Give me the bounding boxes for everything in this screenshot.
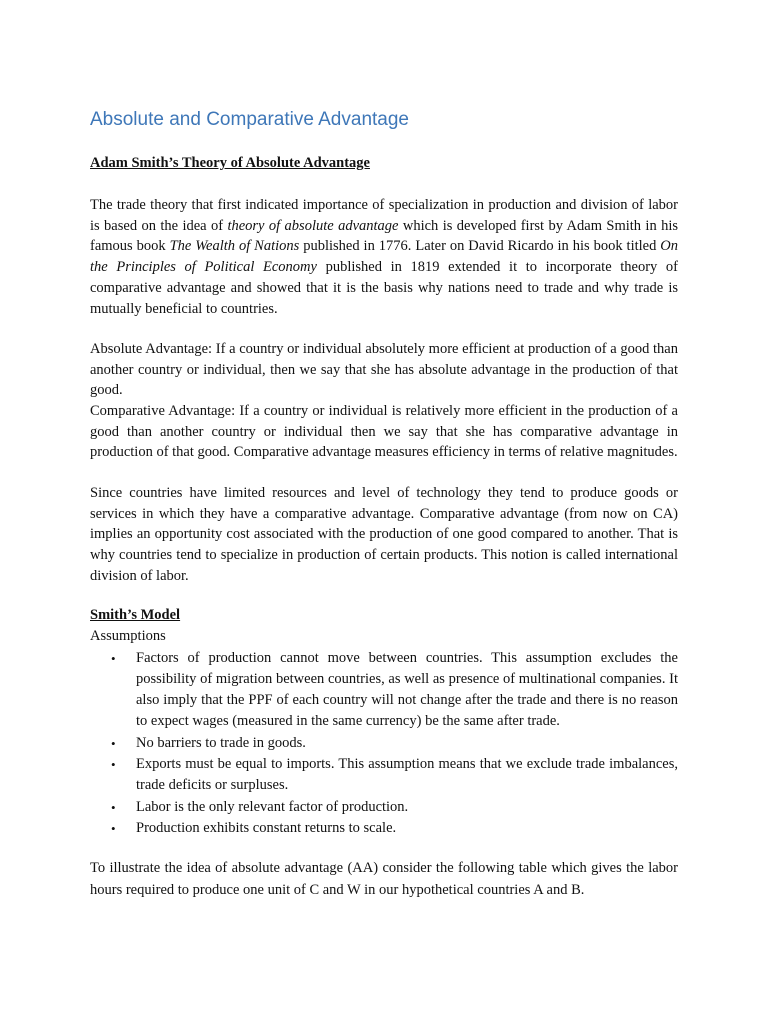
intro-italic-book-wealth: The Wealth of Nations xyxy=(169,238,300,255)
intro-text-4: published in 1819 extended it to incorporate theory of comparative advantage and showed that it is the basis why nations need to trade and why trade is mutually beneficial to countries. xyxy=(90,259,678,317)
bullet-icon: • xyxy=(111,735,116,751)
intro-text-3: published in 1776. Later on David Ricardo in his book titled xyxy=(299,238,661,255)
intro-paragraph xyxy=(90,195,678,319)
list-item xyxy=(90,648,678,732)
absolute-advantage-definition: Absolute Advantage: If a country or individual absolutely more efficient at production of a good than another country or individual, then we say that she has absolute advantage in the production of that good. xyxy=(90,341,678,399)
bullet-icon: • xyxy=(111,799,116,815)
intro-italic-book-principles: On the Principles of Political Economy xyxy=(90,238,679,276)
comparative-advantage-definition: Comparative Advantage: If a country or individual is relatively more efficient in the production of a good than another country or individual then we say that she has comparative advantage in production of that good. Comparative advantage measures efficiency in terms of relative magnitudes. xyxy=(90,403,678,461)
bullet-icon: • xyxy=(111,651,116,666)
list-item-text: Labor is the only relevant factor of production. xyxy=(136,798,409,815)
intro-text-1: The trade theory that first indicated importance of specialization in production and division of labor is based on the idea of xyxy=(90,197,678,234)
assumptions-label: Assumptions xyxy=(90,628,166,644)
bullet-icon: • xyxy=(111,757,116,772)
list-item-text: Factors of production cannot move between countries. This assumption excludes the possibility of migration between countries, as well as presence of multinational companies. It also imply that the PPF of each country will not change after the trade and there is no reason to expect wages (measured in the same currency) be the same after trade. xyxy=(136,650,678,729)
assumptions-list xyxy=(90,648,678,840)
intro-text-2: which is developed first by Adam Smith in his famous book xyxy=(90,217,678,255)
specialization-paragraph: Since countries have limited resources and level of technology they tend to produce goods or services in which they have a comparative advantage. Comparative advantage (from now on CA) implies an opportunity cost associated with the production of one good compared to another. That is why countries tend to specialize in production of certain products. This notion is called international division of labor. xyxy=(90,485,678,584)
closing-paragraph: To illustrate the idea of absolute advantage (AA) consider the following table which gives the labor hours required to produce one unit of C and W in our hypothetical countries A and B. xyxy=(90,860,678,898)
section-heading-smiths-model: Smith’s Model xyxy=(90,607,181,623)
intro-italic-theory: theory of absolute advantage xyxy=(227,217,399,234)
list-item xyxy=(90,818,678,839)
bullet-icon: • xyxy=(111,821,116,836)
section-heading-absolute-advantage: Adam Smith’s Theory of Absolute Advantage xyxy=(90,155,370,171)
document-title: Absolute and Comparative Advantage xyxy=(90,109,409,130)
list-item-text: Exports must be equal to imports. This assumption means that we exclude trade imbalances, trade deficits or surpluses. xyxy=(136,756,678,793)
list-item xyxy=(90,754,678,796)
list-item xyxy=(90,733,678,754)
list-item-text: No barriers to trade in goods. xyxy=(136,734,306,751)
list-item xyxy=(90,797,678,818)
list-item-text: Production exhibits constant returns to scale. xyxy=(136,820,397,836)
